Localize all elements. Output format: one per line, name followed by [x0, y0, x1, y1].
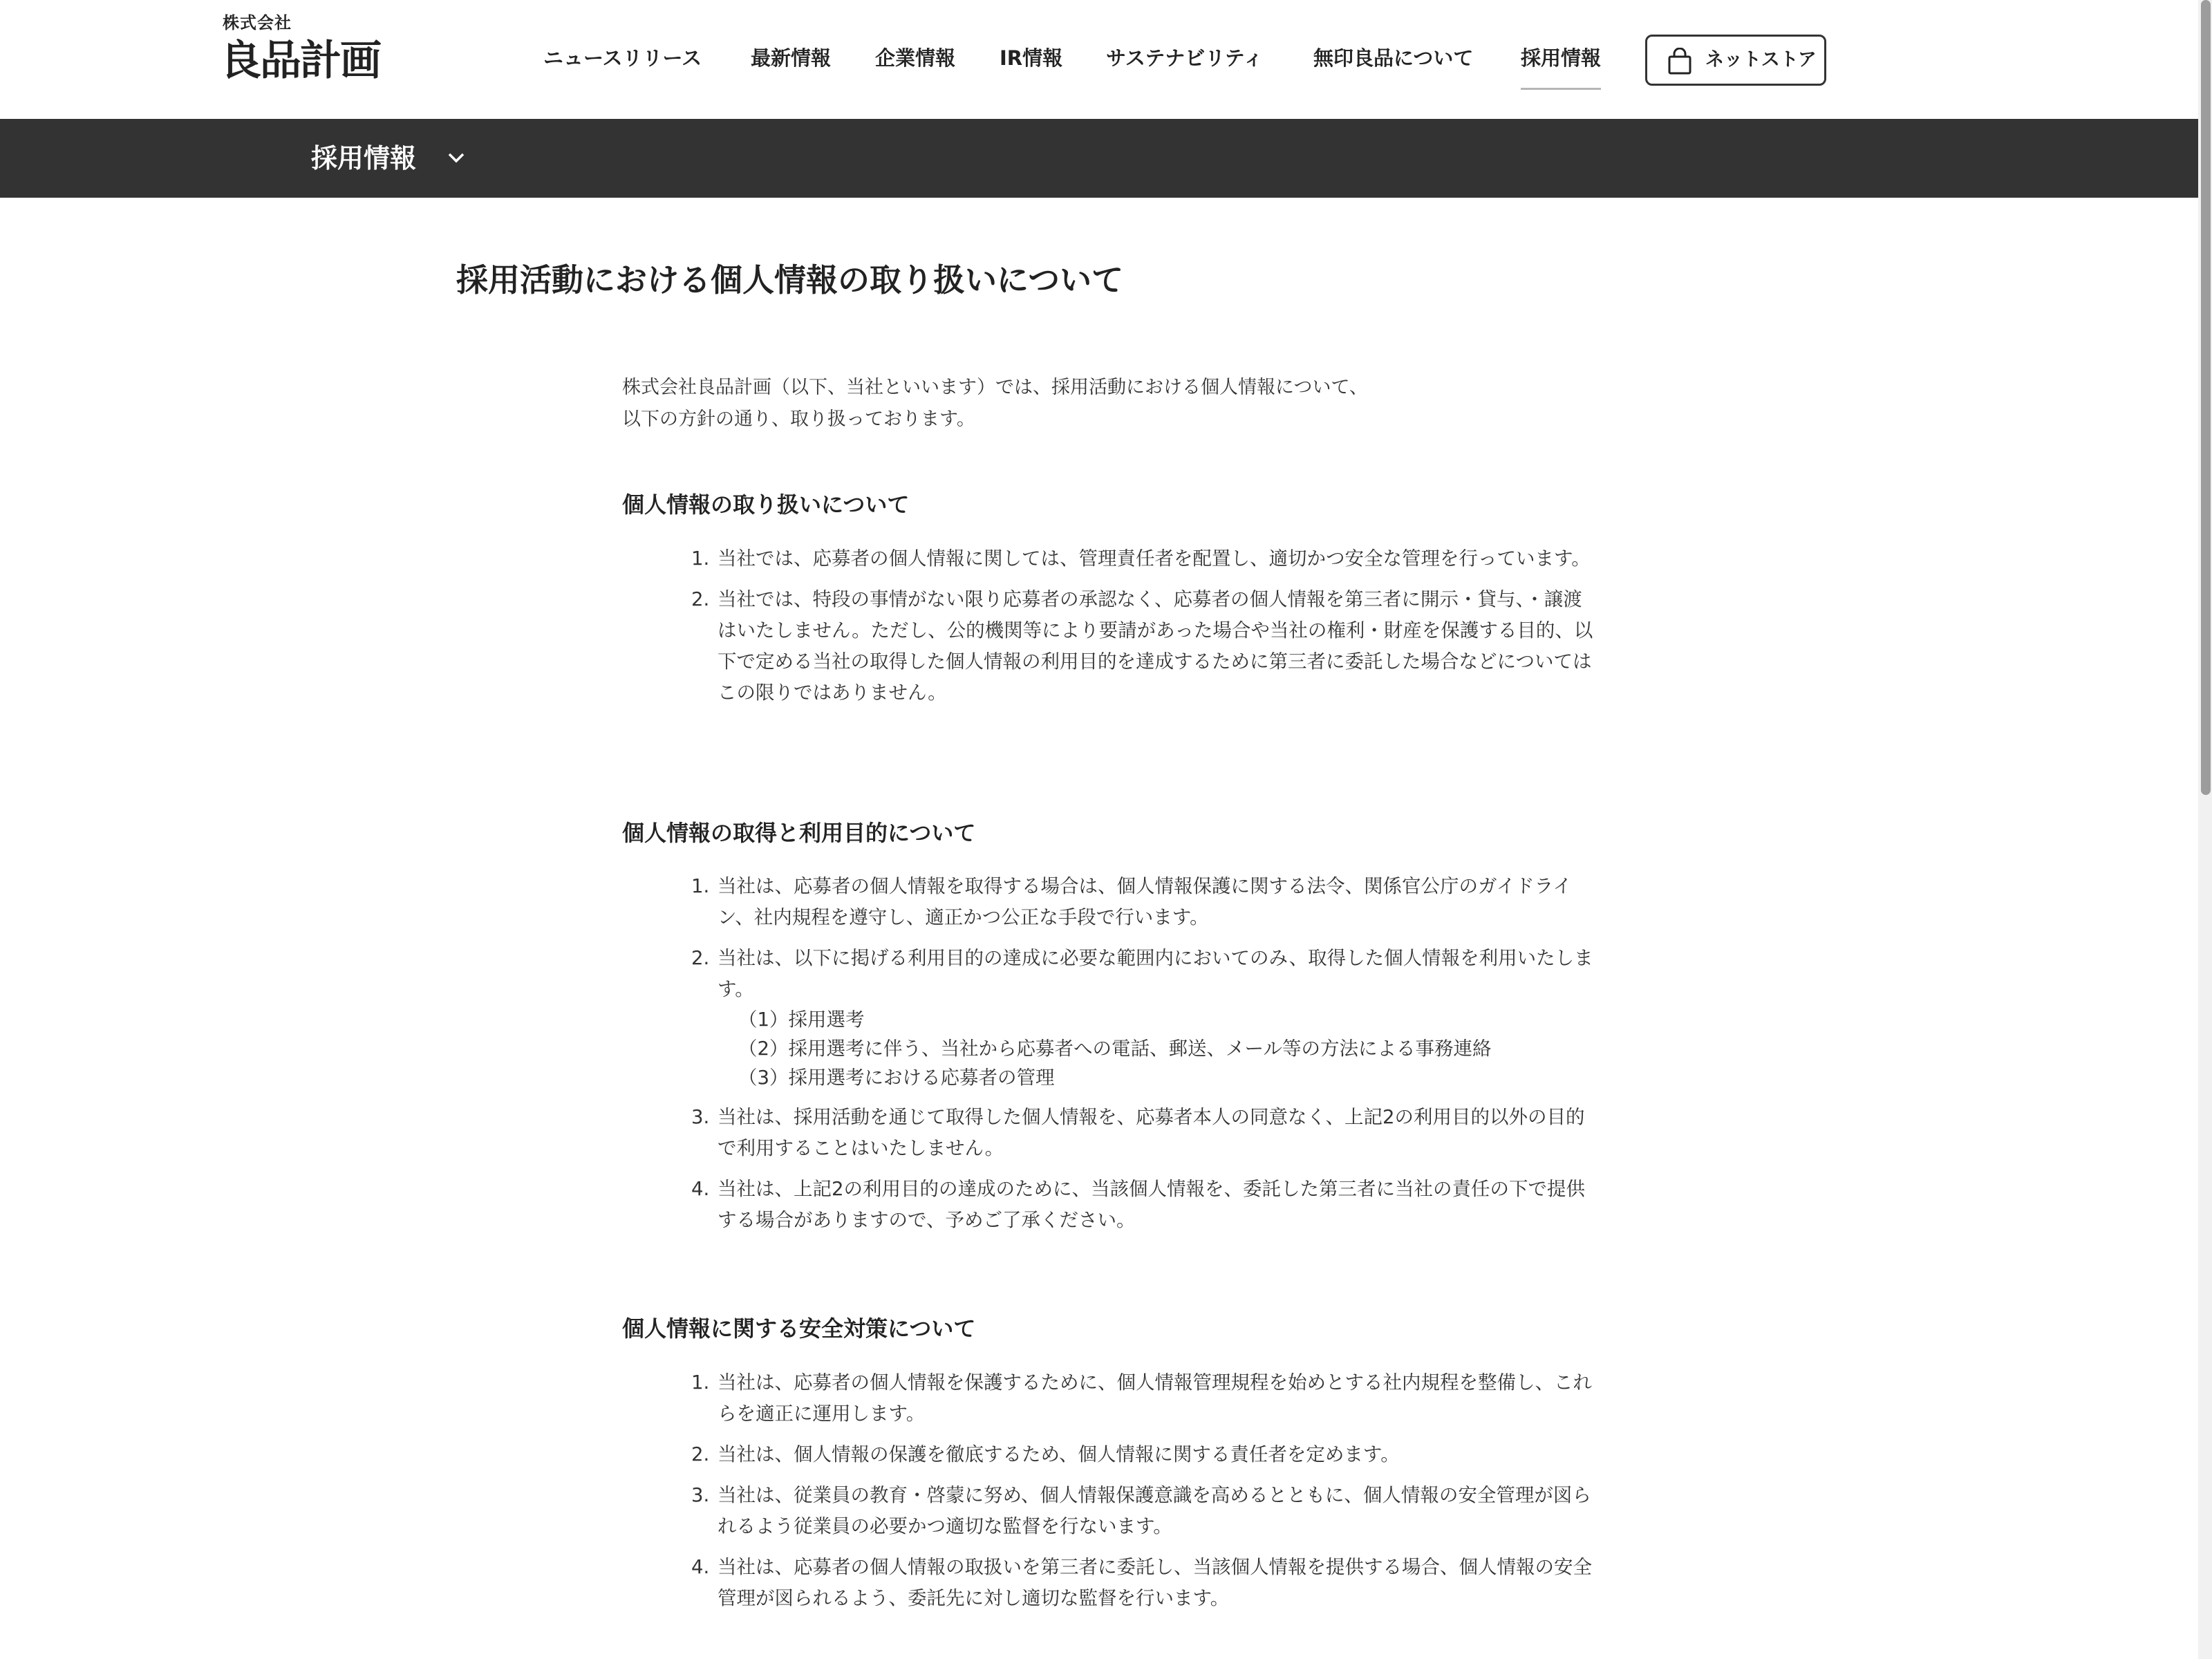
- list-text: 当社は、従業員の教育・啓蒙に努め、個人情報保護意識を高めるとともに、個人情報の安全管理が図られるよう従業員の必要かつ適切な監督を行ないます。: [718, 1484, 1591, 1537]
- intro-line: 株式会社良品計画（以下、当社といいます）では、採用活動における個人情報について、: [622, 377, 1368, 398]
- list-item: [691, 1102, 1597, 1164]
- company-logo[interactable]: [220, 12, 393, 85]
- chevron-down-icon[interactable]: [442, 144, 470, 171]
- nav-item-about-muji[interactable]: 無印良品について: [1313, 46, 1474, 70]
- list-item: [691, 543, 1597, 574]
- sublist-item: （1）採用選考: [738, 1009, 865, 1031]
- intro-text: [622, 372, 1590, 435]
- nav-item-corporate-info[interactable]: 企業情報: [875, 46, 956, 70]
- net-store-label: ネットストア: [1705, 49, 1817, 71]
- list-number: 2.: [691, 947, 710, 969]
- list-number: 2.: [691, 588, 710, 610]
- intro-line: 以下の方針の通り、取り扱っております。: [622, 409, 975, 430]
- sublist-item: （2）採用選考に伴う、当社から応募者への電話、郵送、メール等の方法による事務連絡: [738, 1038, 1492, 1060]
- subbar-title[interactable]: 採用情報: [311, 143, 417, 174]
- list-item: [691, 1174, 1597, 1236]
- section-heading-handling: 個人情報の取り扱いについて: [622, 491, 910, 518]
- list-number: 4.: [691, 1556, 710, 1578]
- list-text: 当社では、応募者の個人情報に関しては、管理責任者を配置し、適切かつ安全な管理を行っています。: [718, 547, 1591, 570]
- list-text: 当社は、採用活動を通じて取得した個人情報を、応募者本人の同意なく、上記2の利用目的以外の目的で利用することはいたしません。: [718, 1106, 1585, 1159]
- list-number: 1.: [691, 547, 710, 570]
- page-title: 採用活動における個人情報の取り扱いについて: [456, 261, 1124, 299]
- nav-item-ir-info[interactable]: IR情報: [1000, 46, 1063, 70]
- list-item: [691, 1367, 1597, 1430]
- list-item: [691, 584, 1597, 709]
- nav-item-recruit[interactable]: 採用情報: [1521, 39, 1601, 80]
- logo-company-name: 良品計画: [220, 37, 380, 85]
- security-list: [691, 1367, 1597, 1624]
- list-text: 当社は、上記2の利用目的の達成のために、当該個人情報を、委託した第三者に当社の責任の下で提供する場合がありますので、予めご了承ください。: [718, 1178, 1585, 1231]
- section-subbar: [0, 119, 2212, 198]
- list-item: [691, 1552, 1597, 1614]
- logo-company-type: 株式会社: [223, 13, 292, 32]
- list-number: 3.: [691, 1484, 710, 1506]
- list-text: 当社は、応募者の個人情報の取扱いを第三者に委託し、当該個人情報を提供する場合、個人情報の安全管理が図られるよう、委託先に対し適切な監督を行います。: [718, 1556, 1592, 1609]
- scrollbar-thumb[interactable]: [2201, 0, 2211, 795]
- nav-item-news-release[interactable]: ニュースリリース: [543, 46, 702, 70]
- section-heading-security: 個人情報に関する安全対策について: [622, 1315, 976, 1342]
- list-item: [691, 943, 1597, 1092]
- sublist-item: （3）採用選考における応募者の管理: [738, 1067, 1055, 1089]
- list-number: 4.: [691, 1178, 710, 1200]
- handling-list: [691, 543, 1597, 718]
- section-heading-acquisition: 個人情報の取得と利用目的について: [622, 820, 976, 846]
- shopping-bag-icon: [1667, 48, 1693, 75]
- list-item: [691, 1439, 1597, 1470]
- list-item: [691, 1480, 1597, 1542]
- list-number: 1.: [691, 875, 710, 897]
- list-text: 当社は、応募者の個人情報を取得する場合は、個人情報保護に関する法令、関係官公庁のガイドライン、社内規程を遵守し、適正かつ公正な手段で行います。: [718, 875, 1572, 928]
- list-number: 3.: [691, 1106, 710, 1128]
- acquisition-list: [691, 871, 1597, 1246]
- nav-item-latest-info[interactable]: 最新情報: [751, 46, 832, 70]
- list-text: 当社は、個人情報の保護を徹底するため、個人情報に関する責任者を定めます。: [718, 1443, 1400, 1465]
- list-text: 当社は、応募者の個人情報を保護するために、個人情報管理規程を始めとする社内規程を整備し、これらを適正に運用します。: [718, 1371, 1592, 1425]
- list-text: 当社は、以下に掲げる利用目的の達成に必要な範囲内においてのみ、取得した個人情報を利用いたします。: [718, 947, 1593, 1000]
- nav-item-sustainability[interactable]: サステナビリティ: [1106, 46, 1264, 70]
- list-item: [691, 871, 1597, 933]
- purpose-sublist: [718, 1005, 1597, 1092]
- list-number: 1.: [691, 1371, 710, 1394]
- list-text: 当社では、特段の事情がない限り応募者の承認なく、応募者の個人情報を第三者に開示・貸与、・譲渡はいたしません。ただし、公的機関等により要請があった場合や当社の権利・財産を保護する目的、以下で定める当社の取得した個人情報の利用目的を達成するために第三者に委託した場合などについてはこの限りではありません。: [718, 588, 1593, 704]
- net-store-button[interactable]: [1645, 35, 1826, 86]
- list-number: 2.: [691, 1443, 710, 1465]
- site-header: [0, 0, 2212, 119]
